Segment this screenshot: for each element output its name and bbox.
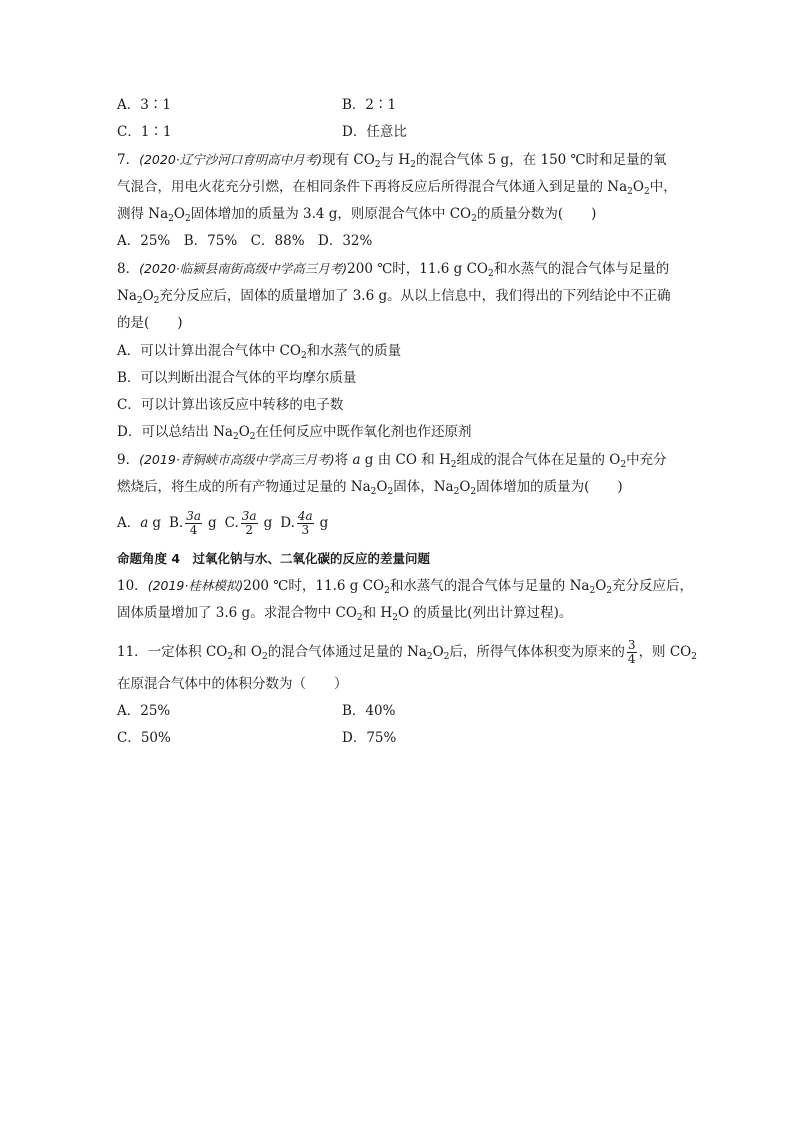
question-source: (2020·辽宁沙河口育明高中月考) bbox=[139, 152, 323, 167]
question-number: 10． bbox=[117, 578, 148, 594]
q8-option-b: B．可以判断出混合气体的平均摩尔质量 bbox=[117, 370, 357, 386]
q9-options: A．a g B. $\frac{3a}{4}$ g C. $\frac{3a}{2}$ g D. $\frac{4a}{3}$ g bbox=[117, 509, 329, 537]
q11-line-2: 在原混合气体中的体积分数为（ ） bbox=[117, 676, 348, 692]
q8-line-1: 8．(2020·临颍县南街高级中学高三月考)200 ℃时，11.6 g $CO_2$和水蒸气的混合气体与足量的 bbox=[117, 261, 670, 279]
question-number: 11． bbox=[117, 644, 148, 660]
option-a: A．3∶1 bbox=[117, 97, 171, 113]
q11-options-row-1 bbox=[117, 702, 396, 720]
option-d: D．75% bbox=[342, 730, 397, 746]
option-c: C．50% bbox=[117, 730, 171, 746]
fraction: $\frac{3a}{2}$ bbox=[241, 509, 257, 537]
fraction: $\frac{3}{4}$ bbox=[627, 638, 636, 666]
fraction: $\frac{4a}{3}$ bbox=[297, 509, 313, 537]
option-b: B．40% bbox=[342, 703, 396, 719]
question-number: 8． bbox=[117, 261, 140, 277]
question-source: (2020·临颍县南街高级中学高三月考) bbox=[139, 261, 348, 276]
q11-line-1: 11．一定体积 $CO_2$和 $O_2$的混合气体通过足量的 $Na_2O_2$后，所得气体体积变为原来的 $\frac{3}{4}$ ，则 $CO_2$ bbox=[117, 638, 697, 666]
q10-line-2: 固体质量增加了 3.6 g。求混合物中 $CO_2$和 $H_2O$ 的质量比(列出计算过程)。 bbox=[117, 605, 573, 623]
q8-option-c: C．可以计算出该反应中转移的电子数 bbox=[117, 397, 344, 413]
q9-line-1: 9．(2019·青铜峡市高级中学高三月考)将 a g 由 CO 和 $H_2$组成的混合气体在足量的 $O_2$中充分 bbox=[117, 452, 667, 470]
option-b: B．2∶1 bbox=[342, 97, 397, 113]
q7-line-1: 7．(2020·辽宁沙河口育明高中月考)现有 $CO_2$与 $H_2$的混合气体 5 g，在 150 ℃时和足量的氧 bbox=[117, 152, 667, 170]
option-a: A．25% bbox=[117, 703, 171, 719]
q7-line-3: 测得 $Na_2O_2$固体增加的质量为 3.4 g，则原混合气体中 $CO_2$的质量分数为( ) bbox=[117, 206, 597, 224]
q11-options-row-2 bbox=[117, 729, 397, 747]
q8-option-a: A．可以计算出混合气体中 $CO_2$和水蒸气的质量 bbox=[117, 343, 402, 361]
question-source: (2019·桂林模拟) bbox=[147, 578, 244, 593]
prev-options-row-1 bbox=[117, 96, 397, 114]
q8-line-3: 的是( ) bbox=[117, 315, 183, 331]
q10-line-1: 10．(2019·桂林模拟)200 ℃时，11.6 g $CO_2$和水蒸气的混合气体与足量的 $Na_2O_2$充分反应后， bbox=[117, 578, 694, 596]
prev-options-row-2 bbox=[117, 123, 407, 141]
q8-option-d: D．可以总结出 $Na_2O_2$在任何反应中既作氧化剂也作还原剂 bbox=[117, 424, 472, 442]
question-source: (2019·青铜峡市高级中学高三月考) bbox=[139, 452, 335, 467]
question-number: 9． bbox=[117, 452, 140, 468]
q7-options: A．25% B．75% C．88% D．32% bbox=[117, 233, 373, 249]
q8-line-2: $Na_2O_2$充分反应后，固体的质量增加了 3.6 g。从以上信息中，我们得出的下列结论中不正确 bbox=[117, 288, 671, 306]
option-c: C．1∶1 bbox=[117, 124, 172, 140]
q9-line-2: 燃烧后，将生成的所有产物通过足量的 $Na_2O_2$固体，$Na_2O_2$固体增加的质量为( ) bbox=[117, 479, 623, 497]
question-number: 7． bbox=[117, 152, 140, 168]
fraction: $\frac{3a}{4}$ bbox=[186, 509, 201, 537]
section-heading: 命题角度 4 过氧化钠与水、二氧化碳的反应的差量问题 bbox=[117, 551, 431, 566]
option-d: D．任意比 bbox=[342, 124, 407, 140]
q7-line-2: 气混合，用电火花充分引燃，在相同条件下再将反应后所得混合气体通入到足量的 $Na_2O_2$中， bbox=[117, 179, 677, 197]
